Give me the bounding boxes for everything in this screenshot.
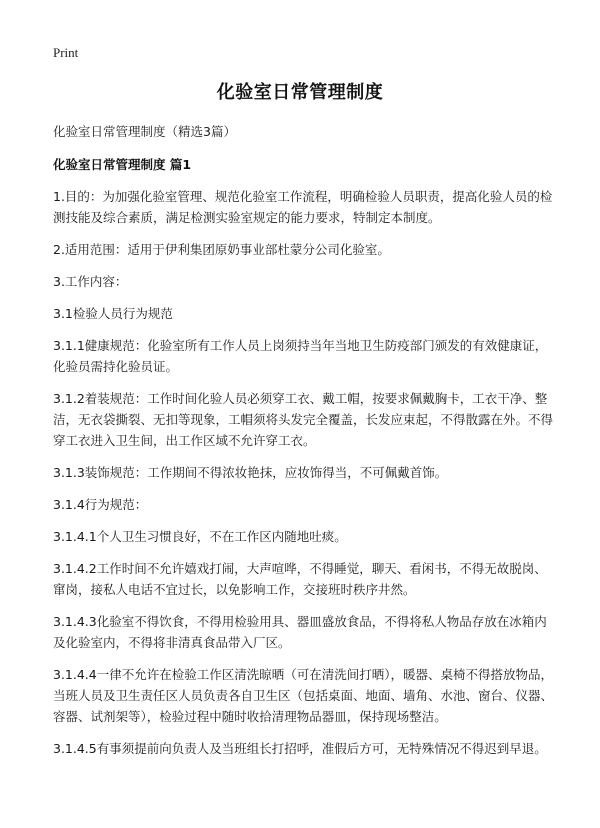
paragraph-decoration-rules: 3.1.3装饰规范：工作期间不得浓妆艳抹，应妆饰得当，不可佩戴首饰。 [53, 465, 448, 480]
paragraph-purpose: 1.目的：为加强化验室管理、规范化验室工作流程，明确检验人员职责，提高化验人员的检测技能及综合素质，满足检测实验室规定的能力要求，特制定本制度。 [53, 189, 553, 225]
document-subtitle: 化验室日常管理制度（精选3篇） [53, 124, 236, 139]
paragraph-staff-conduct: 3.1检验人员行为规范 [53, 306, 173, 321]
paragraph-cleaning-rules: 3.1.4.4一律不允许在检验工作区清洗晾晒（可在清洗间打晒），暖器、桌椅不得搭放物品，当班人员及卫生责任区人员负责各自卫生区（包括桌面、地面、墙角、水池、窗台、仪器、容器、试剂架等），检验过程中随时收拾清理物品器皿，保持现场整洁。 [53, 667, 554, 724]
document-body [53, 121, 553, 759]
paragraph-dress-rules: 3.1.2着装规范：工作时间化验人员必须穿工衣、戴工帽，按要求佩戴胸卡，工衣干净、整洁，无衣袋撕裂、无扣等现象，工帽须将头发完全覆盖，长发应束起，不得散露在外。不得穿工衣进入卫生间，出工作区域不允许穿工衣。 [53, 391, 554, 448]
paragraph-leave-rules: 3.1.4.5有事须提前向负责人及当班组长打招呼，准假后方可，无特殊情况不得迟到早退。 [53, 741, 547, 756]
paragraph-food-rules: 3.1.4.3化验室不得饮食，不得用检验用具、器皿盛放食品，不得将私人物品存放在冰箱内及化验室内，不得将非清真食品带入厂区。 [53, 614, 547, 650]
paragraph-work-content: 3.工作内容： [53, 274, 128, 289]
print-label: Print [53, 45, 79, 60]
paragraph-scope: 2.适用范围：适用于伊利集团原奶事业部杜蒙分公司化验室。 [53, 242, 390, 257]
document-title: 化验室日常管理制度 [216, 82, 384, 103]
section-heading: 化验室日常管理制度 篇1 [53, 157, 192, 172]
paragraph-behavior-rules: 3.1.4行为规范： [53, 497, 148, 512]
paragraph-work-discipline: 3.1.4.2工作时间不允许嬉戏打闹，大声喧哗，不得睡觉，聊天、看闲书，不得无故脱岗、窜岗，接私人电话不宜过长，以免影响工作，交接班时秩序井然。 [53, 561, 547, 597]
paragraph-hygiene: 3.1.4.1个人卫生习惯良好，不在工作区内随地吐痰。 [53, 529, 347, 544]
paragraph-health-rules: 3.1.1健康规范：化验室所有工作人员上岗须持当年当地卫生防疫部门颁发的有效健康证，化验员需持化验员证。 [53, 338, 548, 374]
